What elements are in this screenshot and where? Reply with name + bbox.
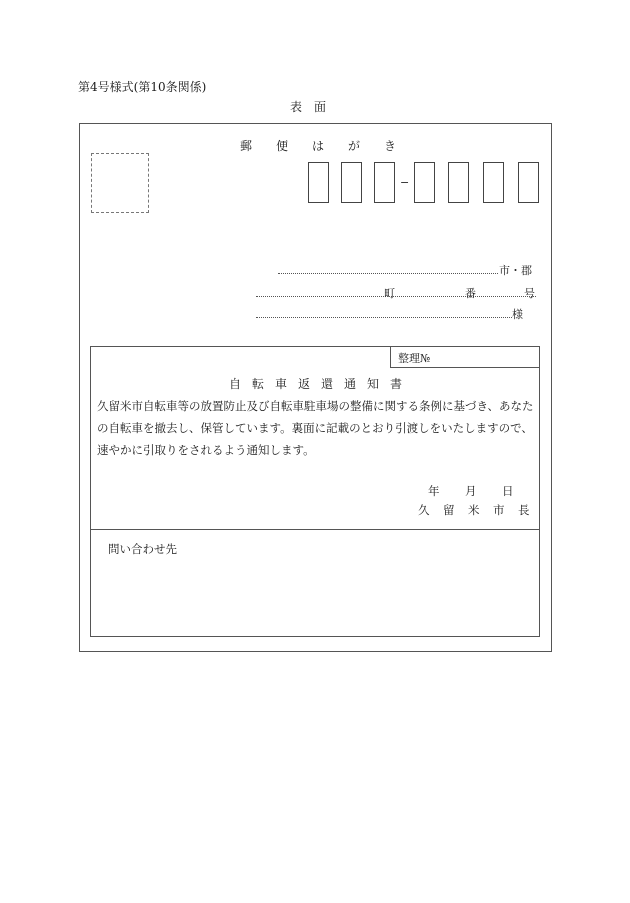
zip-digit-box-4[interactable]: [414, 162, 435, 203]
stamp-box: [91, 153, 149, 213]
honorific-label: 様: [512, 308, 523, 321]
postcard-title-char: き: [384, 139, 397, 153]
notice-body: [97, 395, 537, 461]
zip-digit-box-6[interactable]: [483, 162, 504, 203]
zip-separator: −: [400, 176, 410, 189]
notice-title-char: 書: [390, 377, 403, 391]
notice-title-char: 知: [367, 377, 380, 391]
notice-title-char: 返: [298, 377, 311, 391]
contact-label: 問い合わせ先: [108, 542, 177, 556]
city-label: 市・郡: [499, 264, 532, 277]
notice-title-char: 自: [229, 377, 242, 391]
postcard-title-char: 便: [276, 139, 289, 153]
ban-label: 番: [465, 287, 476, 300]
notice-body-line: 久留米市自転車等の放置防止及び自転車駐車場の整備に関する条例に基づき、あなた: [97, 399, 534, 413]
issuer-line: [418, 502, 543, 518]
postcard-title: [240, 137, 396, 154]
notice-body-line: 速やかに引取りをされるよう通知します。: [97, 443, 315, 457]
zip-digit-box-2[interactable]: [341, 162, 362, 203]
date-line: [428, 483, 539, 499]
notice-title-char: 還: [321, 377, 334, 391]
day-label: 日: [502, 484, 514, 498]
issuer-char: 久: [418, 503, 430, 517]
issuer-char: 留: [443, 503, 455, 517]
zip-digit-box-5[interactable]: [448, 162, 469, 203]
zip-digit-box-3[interactable]: [374, 162, 395, 203]
postcard-title-char: が: [348, 139, 361, 153]
contact-divider: [90, 529, 540, 530]
notice-body-line: の自転車を撤去し、保管しています。裏面に記載のとおり引渡しをいたしますので、: [97, 421, 533, 435]
issuer-char: 長: [518, 503, 530, 517]
recipient-name-line[interactable]: [256, 317, 512, 318]
side-label: 表 面: [290, 100, 327, 114]
management-number-box[interactable]: 整理№: [390, 346, 540, 368]
address-town-line[interactable]: [256, 296, 536, 297]
notice-title-char: 通: [344, 377, 357, 391]
notice-title-char: 転: [252, 377, 265, 391]
go-label: 号: [524, 287, 535, 300]
year-label: 年: [428, 484, 440, 498]
address-city-line[interactable]: [278, 273, 498, 274]
zip-digit-box-1[interactable]: [308, 162, 329, 203]
postcard-title-char: 郵: [240, 139, 253, 153]
issuer-char: 市: [493, 503, 505, 517]
zip-digit-box-7[interactable]: [518, 162, 539, 203]
town-label: 町: [384, 287, 395, 300]
postcard-title-char: は: [312, 139, 325, 153]
issuer-char: 米: [468, 503, 480, 517]
form-number: 第4号様式(第10条関係): [78, 80, 207, 94]
notice-title-char: 車: [275, 377, 288, 391]
notice-title: [229, 375, 413, 392]
month-label: 月: [465, 484, 477, 498]
